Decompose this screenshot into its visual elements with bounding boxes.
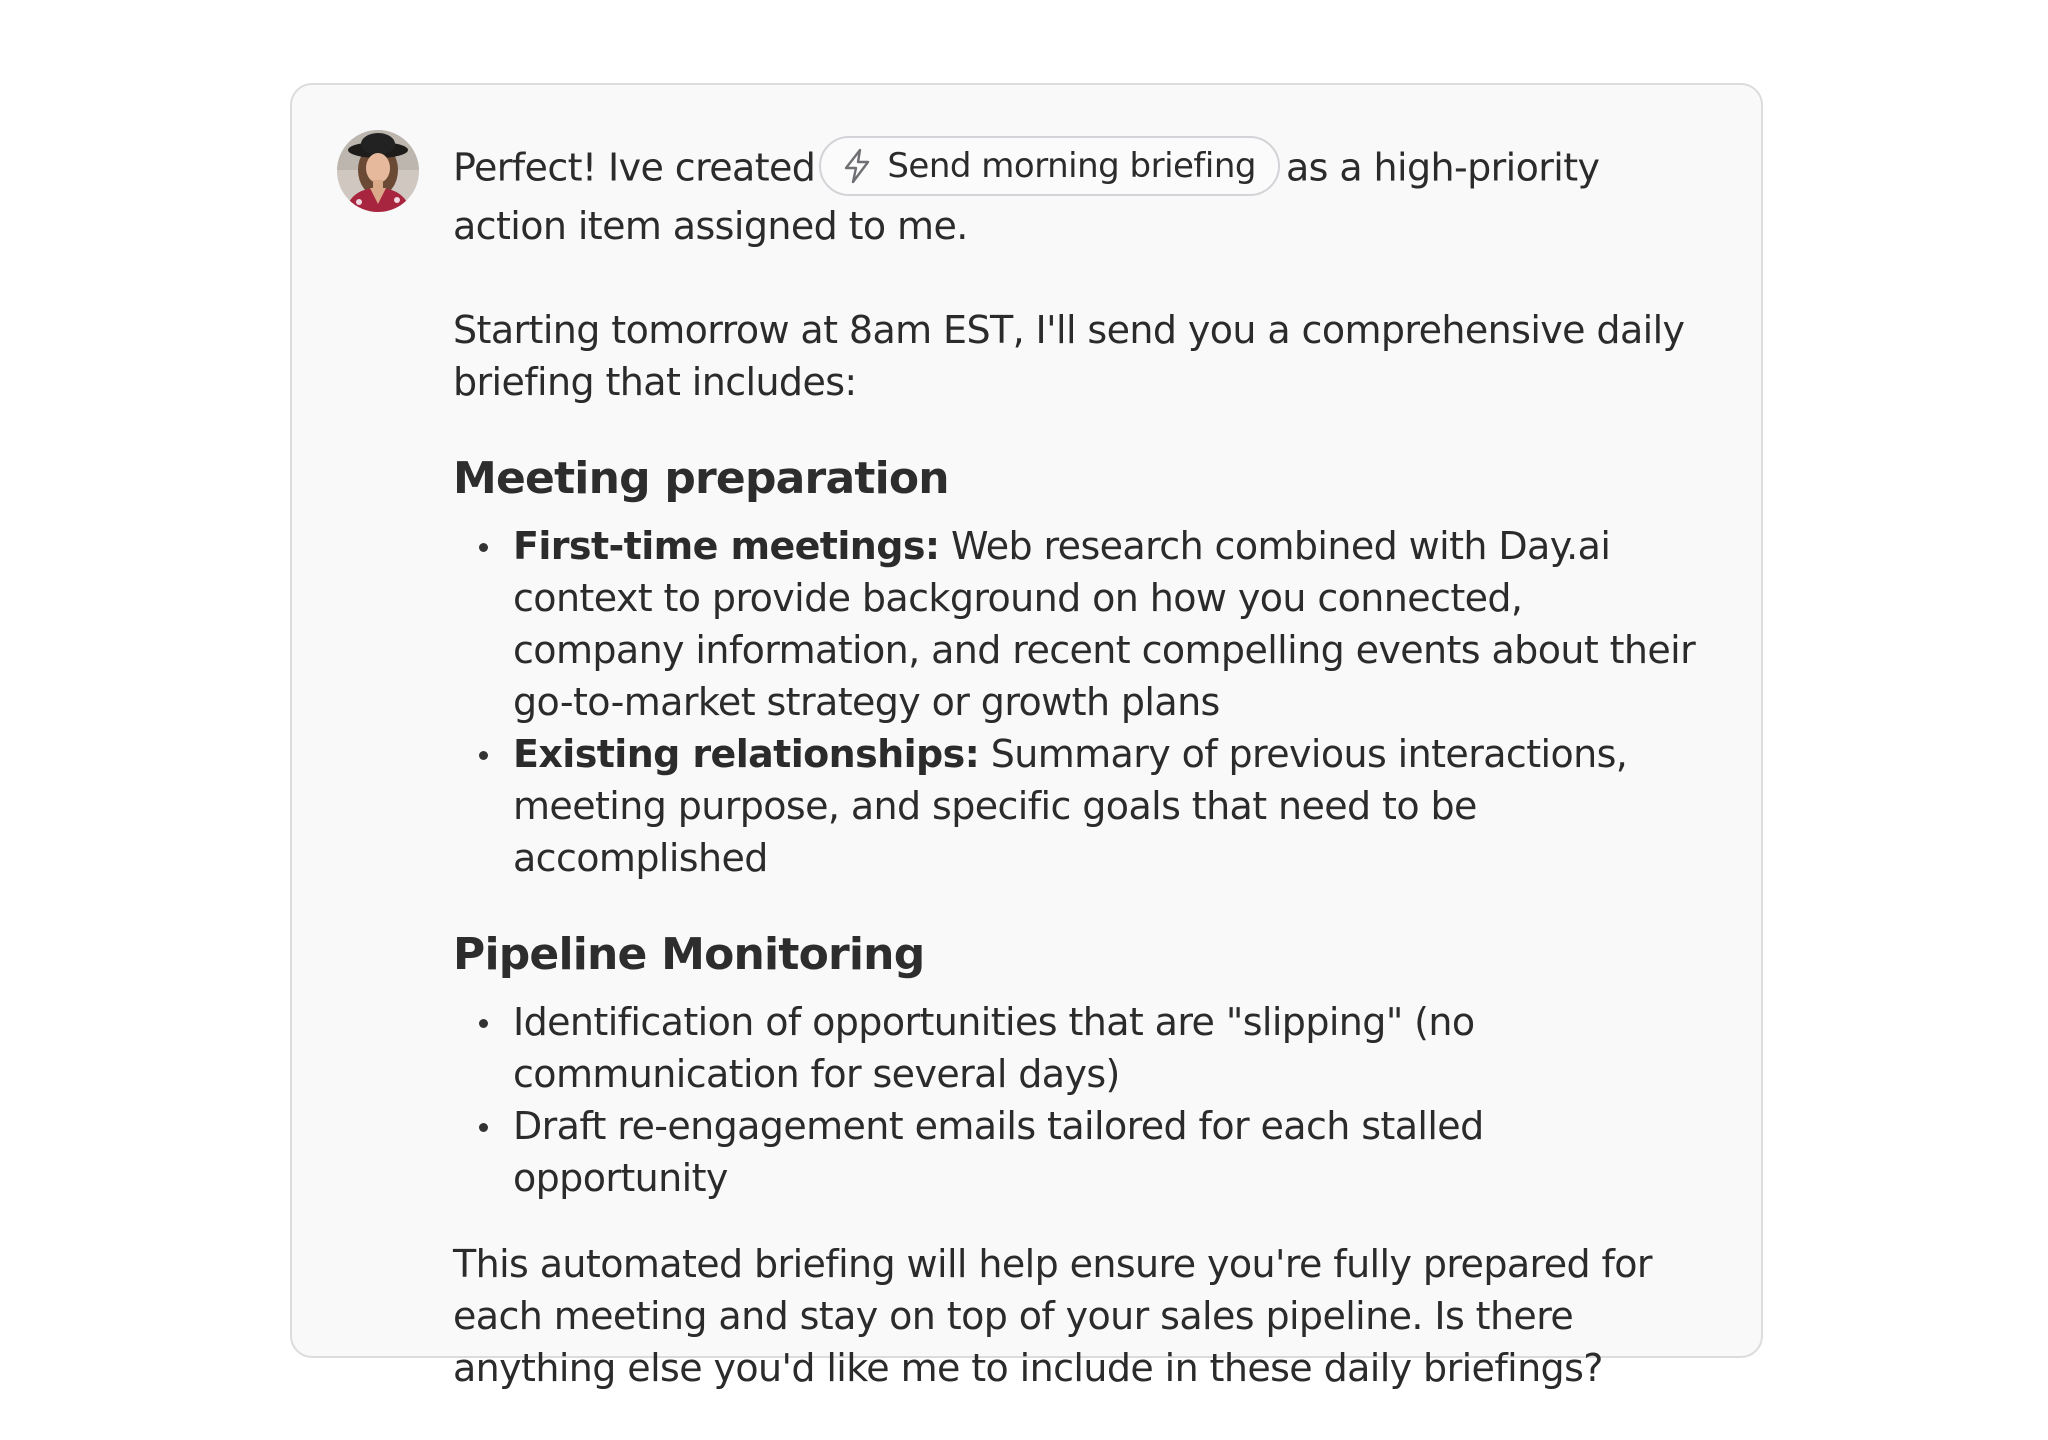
meeting-preparation-list [453,520,1703,884]
intro-paragraph [453,140,1703,252]
message-content [453,140,1703,1394]
intro-text-continued: as a high-priority action item assigned to me. [453,145,1600,248]
pipeline-monitoring-list [453,996,1703,1204]
action-item-chip[interactable] [819,136,1280,196]
list-item [453,728,1703,884]
schedule-paragraph: Starting tomorrow at 8am EST, I'll send you a comprehensive daily briefing that includes: [453,308,1685,404]
section-heading-pipeline-monitoring: Pipeline Monitoring [453,929,925,980]
list-item-text: Web research combined with Day.ai context to provide background on how you connected, company information, and recent compelling events about their go-to-market strategy or growth plans [513,524,1696,724]
intro-text: Perfect! Ive created [453,145,816,190]
lightning-bolt-icon [841,148,873,184]
avatar-portrait-icon [337,130,419,212]
section-heading-meeting-preparation: Meeting preparation [453,453,949,504]
closing-paragraph: This automated briefing will help ensure you're fully prepared for each meeting and stay on top of your sales pipeline. Is there anything else you'd like me to include in these daily briefings? [453,1242,1652,1390]
action-item-chip-label: Send morning briefing [887,146,1256,186]
list-item-label: Existing relationships: [513,732,980,776]
assistant-message-card [290,83,1763,1390]
avatar [337,130,419,212]
list-item [453,996,1703,1100]
list-item-text: Draft re-engagement emails tailored for each stalled opportunity [513,1104,1484,1200]
list-item [453,1100,1703,1204]
list-item-text: Summary of previous interactions, meeting purpose, and specific goals that need to be accomplished [513,732,1628,880]
list-item [453,520,1703,728]
list-item-label: First-time meetings: [513,524,940,568]
list-item-text: Identification of opportunities that are "slipping" (no communication for several days) [513,1000,1475,1096]
